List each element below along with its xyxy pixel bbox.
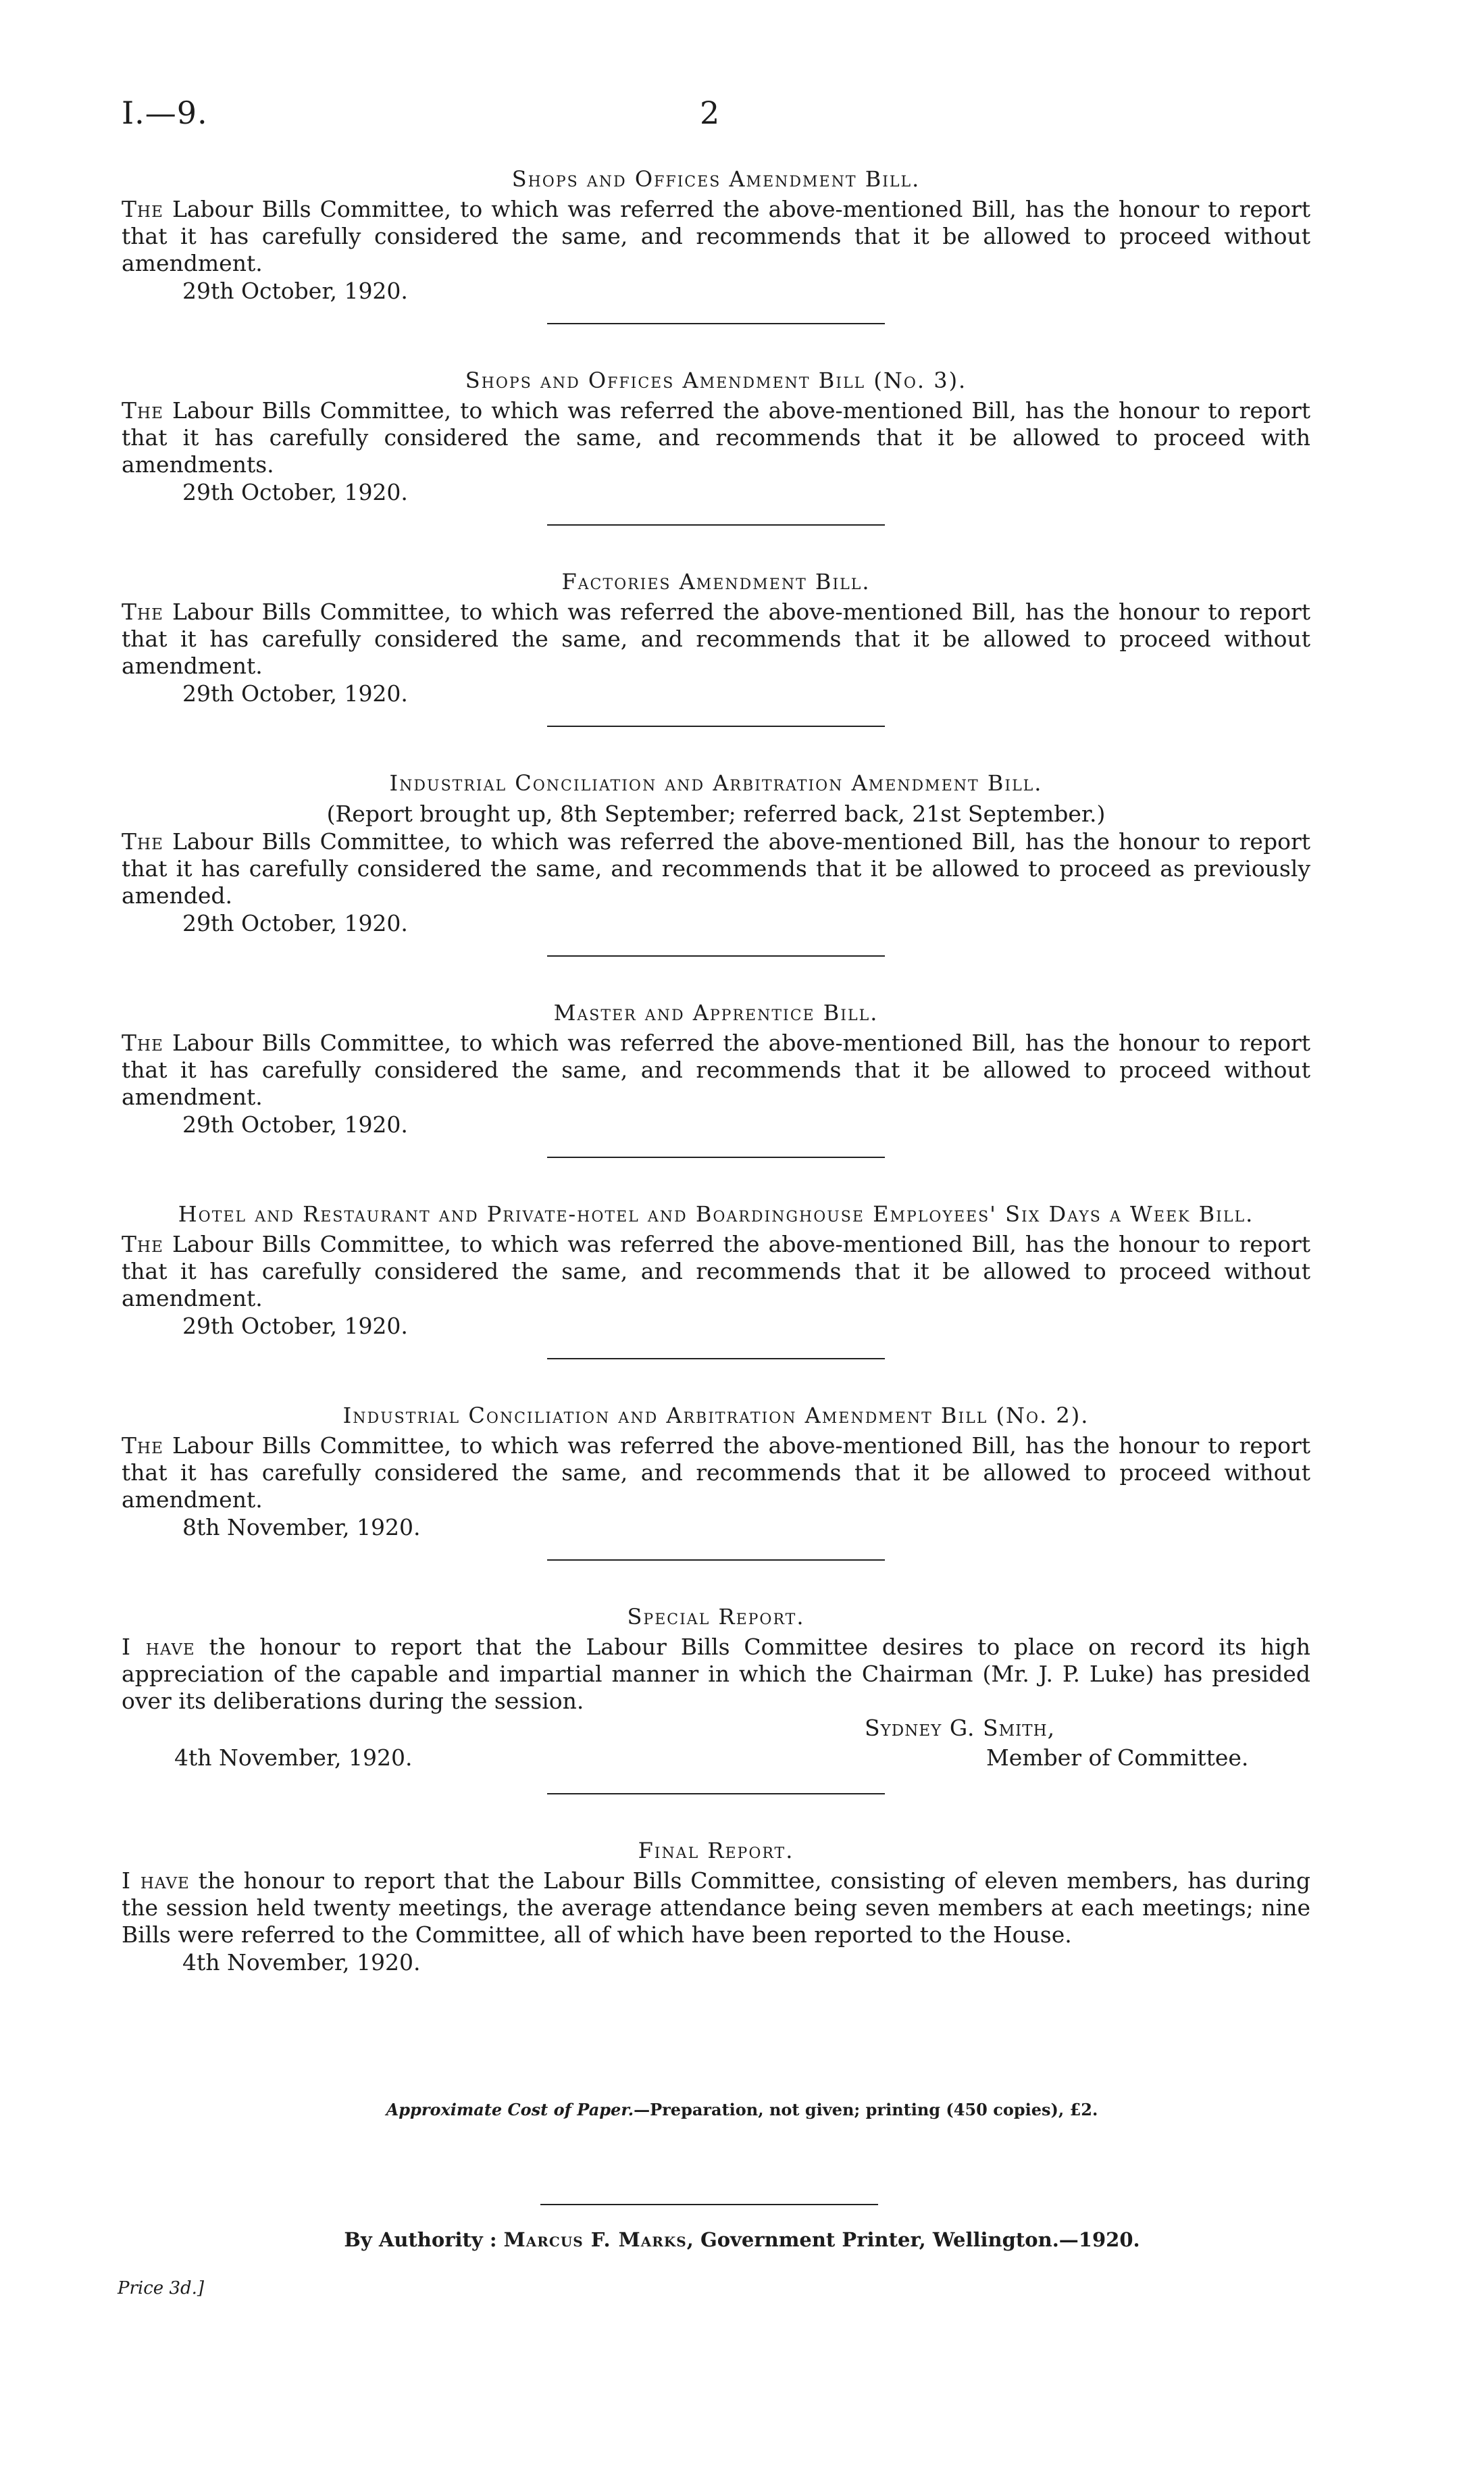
special-report-text [122,1634,1310,1715]
body-text: Labour Bills Committee, to which was referred the above-mentioned Bill, has the honour to report that it has carefully considered the same, and recommends that it be allowed to proceed without amendment. [122,1432,1310,1513]
bill-report [122,366,1310,526]
bill-title: Industrial Conciliation and Arbitration Amendment Bill. [389,770,1043,796]
bill-title: Shops and Offices Amendment Bill. [511,166,921,192]
report-date: 29th October, 1920. [182,278,408,304]
bill-title: Hotel and Restaurant and Private-hotel and Boardinghouse Employees' Six Days a Week Bill. [178,1201,1254,1227]
report-body [122,165,1310,1977]
report-date: 29th October, 1920. [182,910,408,936]
report-date: 29th October, 1920. [182,680,408,707]
body-text: Labour Bills Committee, to which was referred the above-mentioned Bill, has the honour to report that it has carefully considered the same, and recommends that it be allowed to proceed with amendments. [122,397,1310,478]
bill-report-text [122,1432,1310,1513]
bill-report-text [122,397,1310,478]
bill-title: Industrial Conciliation and Arbitration Amendment Bill (No. 2). [342,1403,1090,1428]
lead-word: The [122,599,163,625]
printer-prefix: By Authority : [344,2228,504,2251]
body-text: Labour Bills Committee, to which was referred the above-mentioned Bill, has the honour to report that it has carefully considered the same, and recommends that it be allowed to proceed without amendment. [122,1030,1310,1110]
report-date: 29th October, 1920. [182,1313,408,1339]
section-divider [547,726,885,727]
price: Price 3d.] [118,2278,205,2298]
body-text: the honour to report that the Labour Bills Committee desires to place on record its high appreciation of the capable and impartial manner in which the Chairman (Mr. J. P. Luke) has presided over its deliberations during the session. [122,1634,1311,1714]
body-text: the honour to report that the Labour Bills Committee, consisting of eleven members, has during the session held twenty meetings, the average attendance being seven members at each meetings; nine Bills were referred to the Committee, all of which have been reported to the House. [122,1867,1311,1948]
bill-report-text [122,1231,1310,1312]
section-divider [547,1358,885,1359]
bill-title: Factories Amendment Bill. [561,569,871,595]
printer-name: Marcus F. Marks [503,2228,687,2251]
footer-divider [540,2204,878,2205]
lead-word: The [122,196,163,222]
section-divider [547,323,885,324]
lead-word: The [122,828,163,855]
report-date: 29th October, 1920. [182,1111,408,1138]
bill-report [122,1200,1310,1359]
body-text: Labour Bills Committee, to which was referred the above-mentioned Bill, has the honour to report that it has carefully considered the same, and recommends that it be allowed to proceed without amendment. [122,1231,1310,1311]
cost-of-paper [0,2100,1484,2119]
paper-reference: I.—9. [122,95,208,131]
bill-report-text [122,599,1310,680]
final-report-text [122,1867,1310,1948]
lead-word: The [122,397,163,424]
cost-value: —Preparation, not given; printing (450 copies), £2. [634,2100,1098,2119]
lead-word: I have [122,1867,190,1894]
body-text: Labour Bills Committee, to which was referred the above-mentioned Bill, has the honour to report that it has carefully considered the same, and recommends that it be allowed to proceed without amendment. [122,196,1310,276]
report-date: 29th October, 1920. [182,479,408,505]
bill-report [122,769,1310,957]
bill-title: Shops and Offices Amendment Bill (No. 3). [465,368,967,393]
printer-imprint [0,2228,1484,2251]
bill-report [122,568,1310,727]
section-divider [547,1157,885,1158]
final-report [122,1836,1310,1977]
bill-title: Master and Apprentice Bill. [553,1000,879,1026]
final-report-title: Final Report. [638,1838,794,1863]
section-divider [547,955,885,957]
printer-suffix: , Government Printer, Wellington.—1920. [686,2228,1140,2251]
lead-word: The [122,1231,163,1257]
section-divider [547,1793,885,1794]
body-text: Labour Bills Committee, to which was referred the above-mentioned Bill, has the honour to report that it has carefully considered the same, and recommends that it be allowed to proceed without amendment. [122,599,1310,679]
report-date: 8th November, 1920. [182,1514,421,1540]
signatory-name: Sydney G. Smith, [865,1715,1056,1741]
lead-word: The [122,1432,163,1459]
lead-word: I have [122,1634,195,1660]
lead-word: The [122,1030,163,1056]
special-report [122,1603,1310,1794]
section-divider [547,524,885,526]
bill-report [122,165,1310,324]
page-number: 2 [700,95,720,131]
bill-subtitle: (Report brought up, 8th September; referred back, 21st September.) [326,801,1106,827]
bill-report [122,999,1310,1158]
bill-report-text [122,1030,1310,1111]
signature-block [122,1715,1310,1776]
cost-label: Approximate Cost of Paper. [386,2100,634,2119]
bill-report-text [122,196,1310,277]
section-divider [547,1559,885,1561]
report-date: 4th November, 1920. [174,1744,413,1771]
report-date: 4th November, 1920. [182,1949,421,1976]
bill-report-text [122,828,1310,909]
bill-report [122,1401,1310,1561]
special-report-title: Special Report. [627,1604,805,1630]
body-text: Labour Bills Committee, to which was referred the above-mentioned Bill, has the honour to report that it has carefully considered the same, and recommends that it be allowed to proceed as previously amended. [122,828,1310,909]
signatory-role: Member of Committee. [986,1744,1249,1771]
